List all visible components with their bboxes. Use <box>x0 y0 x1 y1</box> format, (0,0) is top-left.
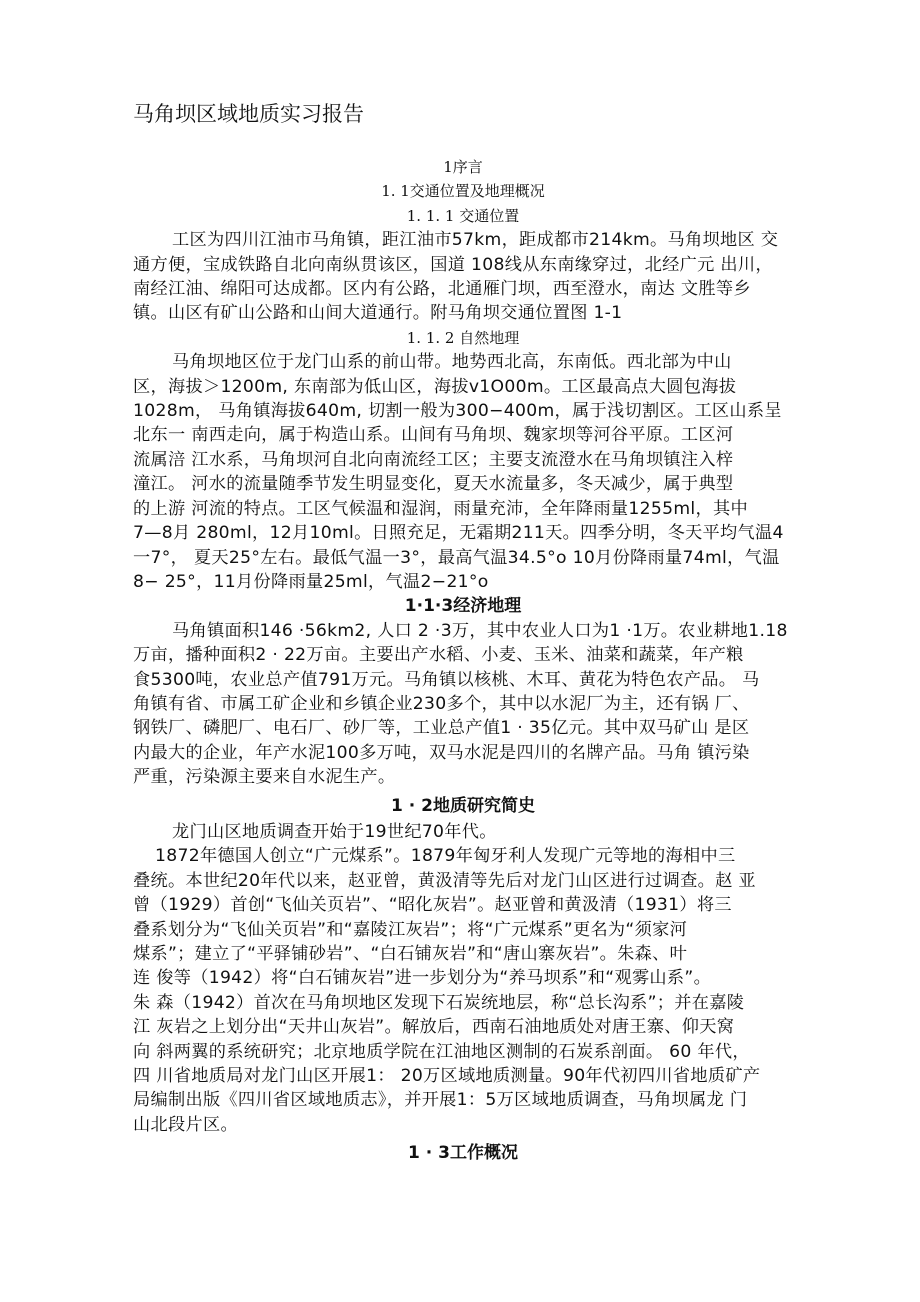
paragraph-line: 马角镇面积146 ·56km2, 人口 2 ·3万，其中农业人口为1 ·1万。农业耕地1.18 <box>172 620 788 641</box>
paragraph-line: 一7°， 夏天25°左右。最低气温一3°，最高气温34.5°o 10月份降雨量74ml，气温 <box>133 547 780 568</box>
paragraph-line: 江 灰岩之上划分出“天井山灰岩”。解放后，西南石油地质处对唐王寨、仰天窝 <box>133 1017 735 1038</box>
section-heading: 1. 1. 2 自然地理 <box>406 328 520 347</box>
paragraph-line: 8− 25°，11月份降雨量25ml，气温2−21°o <box>133 571 489 592</box>
paragraph-line: 龙门山区地质调查开始于19世纪70年代。 <box>172 821 497 842</box>
paragraph-line: 连 俊等（1942）将“白石铺灰岩”进一步划分为“养马坝系”和“观雾山系”。 <box>133 968 712 989</box>
document-body <box>133 155 793 1166</box>
paragraph-line: 区，海拔＞1200m, 东南部为低山区，海拔v1O00m。工区最高点大圆包海拔 <box>133 376 737 397</box>
section-heading: 1. 1交通位置及地理概况 <box>381 182 545 201</box>
section-heading: 1 · 2地质研究简史 <box>391 795 535 816</box>
paragraph-line: 马角坝地区位于龙门山系的前山带。地势西北高，东南低。西北部为中山 <box>172 352 732 373</box>
paragraph <box>133 844 793 1137</box>
paragraph-line: 潼江。 河水的流量随季节发生明显变化，夏天水流量多，冬天减少，属于典型 <box>133 474 734 495</box>
paragraph-line: 7—8月 280ml，12月10ml。日照充足，无霜期211天。四季分明，冬天平均气温4 <box>133 523 784 544</box>
paragraph-line: 严重，污染源主要来自水泥生产。 <box>133 767 396 788</box>
paragraph-line: 曾（1929）首创“飞仙关页岩”、“昭化灰岩”。赵亚曾和黄汲清（1931）将三 <box>133 895 732 916</box>
paragraph-line: 食5300吨，农业总产值791万元。马角镇以核桃、木耳、黄花为特色农产品。 马 <box>133 669 760 690</box>
paragraph-line: 通方便，宝成铁路自北向南纵贯该区，国道 108线从东南缘穿过，北经广元 出川， <box>133 254 773 275</box>
paragraph-line: 煤系”；建立了“平驿铺砂岩”、“白石铺灰岩”和“唐山寨灰岩”。朱森、叶 <box>133 944 688 964</box>
paragraph-line: 钢铁厂、磷肥厂、电石厂、砂厂等，工业总产值1 · 35亿元。其中双马矿山 是区 <box>133 718 750 739</box>
paragraph-line: 朱 森（1942）首次在马角坝地区发现下石炭统地层，称“总长沟系”；并在嘉陵 <box>133 992 745 1013</box>
paragraph-line: 角镇有省、市属工矿企业和乡镇企业230多个，其中以水泥厂为主，还有锅 厂、 <box>133 693 750 714</box>
section-heading: 1. 1. 1 交通位置 <box>406 206 520 225</box>
paragraph <box>133 350 793 594</box>
document-page <box>133 101 793 1168</box>
paragraph-line: 南经江油、绵阳可达成都。区内有公路，北通雁门坝，西至澄水，南达 文胜等乡 <box>133 279 751 300</box>
paragraph-line: 叠统。本世纪20年代以来，赵亚曾，黄汲清等先后对龙门山区进行过调查。赵 亚 <box>133 870 756 891</box>
paragraph-line: 万亩，播种面积2 · 22万亩。主要出产水稻、小麦、玉米、油菜和蔬菜，年产粮 <box>133 645 744 666</box>
paragraph-line: 北东一 南西走向，属于构造山系。山间有马角坝、魏家坝等河谷平原。工区河 <box>133 425 734 446</box>
paragraph-line: 流属涪 江水系，马角坝河自北向南流经工区；主要支流澄水在马角坝镇注入梓 <box>133 449 734 470</box>
paragraph-line: 工区为四川江油市马角镇，距江油市57km，距成都市214km。马角坝地区 交 <box>172 230 779 251</box>
paragraph-line: 向 斜两翼的系统研究；北京地质学院在江油地区测制的石炭系剖面。 60 年代， <box>133 1041 750 1062</box>
paragraph <box>133 228 793 326</box>
paragraph-line: 山北段片区。 <box>133 1114 238 1135</box>
section-heading: 1·1·3经济地理 <box>404 596 522 617</box>
paragraph-line: 叠系划分为“飞仙关页岩”和“嘉陵江灰岩”；将“广元煤系”更名为“须家河 <box>133 919 688 940</box>
paragraph-line: 四 川省地质局对龙门山区开展1： 20万区域地质测量。90年代初四川省地质矿产 <box>133 1066 761 1087</box>
paragraph-line: 局编制出版《四川省区域地质志》，并开展1：5万区域地质调查，马角坝属龙 门 <box>133 1090 748 1111</box>
paragraph <box>133 619 793 790</box>
paragraph-line: 1028m， 马角镇海拔640m, 切割一般为300−400m，属于浅切割区。工区山系呈 <box>133 401 782 422</box>
paragraph-line: 内最大的企业，年产水泥100多万吨，双马水泥是四川的名牌产品。马角 镇污染 <box>133 742 750 763</box>
document-title: 马角坝区域地质实习报告 <box>133 102 364 126</box>
paragraph-line: 镇。山区有矿山公路和山间大道通行。附马角坝交通位置图 1-1 <box>133 303 623 324</box>
paragraph <box>133 820 793 844</box>
paragraph-line: 的上游 河流的特点。工区气候温和湿润，雨量充沛，全年降雨量1255ml，其中 <box>133 498 748 519</box>
section-heading: 1序言 <box>443 158 483 176</box>
section-heading: 1 · 3工作概况 <box>408 1143 518 1164</box>
paragraph-line: 1872年德国人创立“广元煤系”。1879年匈牙利人发现广元等地的海相中三 <box>155 846 736 867</box>
